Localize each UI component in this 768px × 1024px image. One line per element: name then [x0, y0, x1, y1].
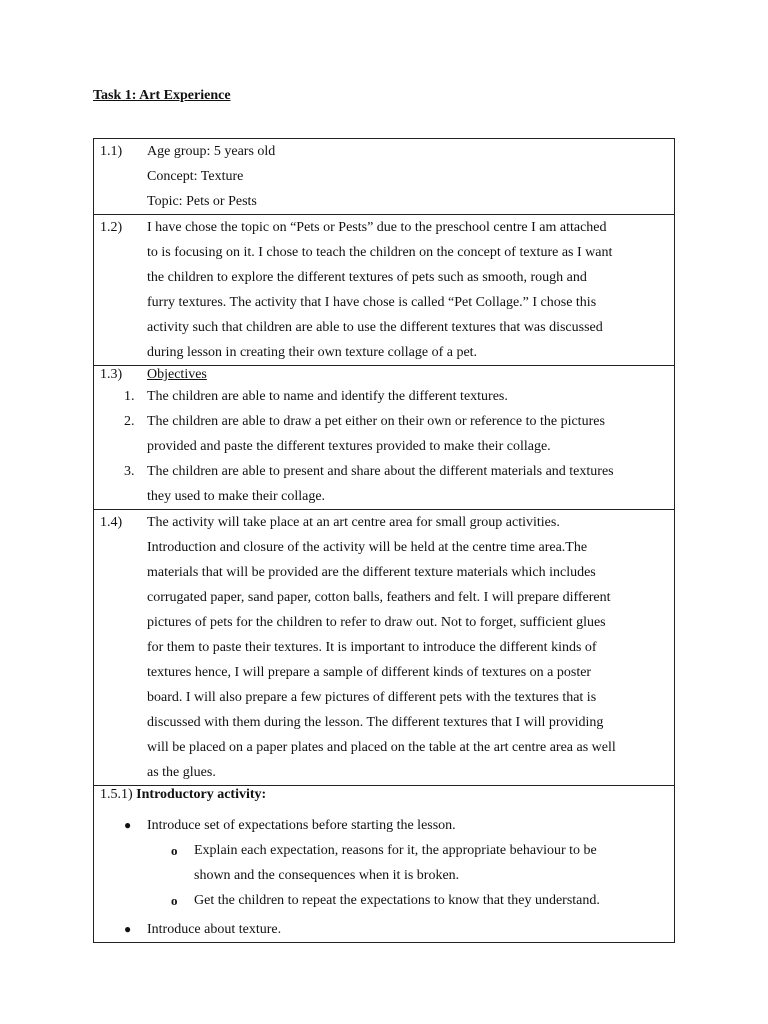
list-item: o Explain each expectation, reasons for it, the appropriate behaviour to be shown and the consequences when it is broken.: [94, 838, 674, 888]
paragraph-line: I have chose the topic on “Pets or Pests” due to the preschool centre I am attached: [147, 220, 607, 235]
list-item: 2. The children are able to draw a pet either on their own or reference to the pictures provided and paste the different textures provided to make their collage.: [124, 414, 605, 454]
paragraph-line: discussed with them during the lesson. The different textures that I will providing: [147, 715, 604, 730]
bullet-icon: ●: [124, 922, 132, 936]
introductory-activity-heading: Introductory activity:: [136, 787, 267, 802]
list-item: 1. The children are able to name and identify the different textures.: [124, 389, 508, 404]
paragraph-line: furry textures. The activity that I have chose is called “Pet Collage.” I chose this: [147, 295, 597, 310]
paragraph-line: to is focusing on it. I chose to teach the children on the concept of texture as I want: [147, 245, 613, 260]
paragraph-line: The activity will take place at an art centre area for small group activities.: [147, 515, 560, 530]
table-row: [94, 510, 675, 786]
list-item: ● Introduce about texture.: [94, 917, 674, 942]
table-row: [94, 786, 675, 943]
row-number: 1.1): [100, 144, 123, 159]
paragraph-line: as the glues.: [147, 765, 216, 780]
paragraph-line: activity such that children are able to use the different textures that was discussed: [147, 320, 603, 335]
paragraph-line: the children to explore the different textures of pets such as smooth, rough and: [147, 270, 587, 285]
sub-bullet-icon: o: [171, 893, 178, 908]
paragraph-line: board. I will also prepare a few pictures of different pets with the textures that is: [147, 690, 597, 705]
paragraph-line: corrugated paper, sand paper, cotton balls, feathers and felt. I will prepare different: [147, 590, 611, 605]
paragraph-line: materials that will be provided are the different texture materials which includes: [147, 565, 596, 580]
concept-line: Concept: Texture: [147, 169, 244, 184]
objectives-heading: Objectives: [147, 367, 207, 382]
paragraph-line: pictures of pets for the children to refer to draw out. Not to forget, sufficient glues: [147, 615, 606, 630]
paragraph-line: for them to paste their textures. It is important to introduce the different kinds of: [147, 640, 597, 655]
table-row: [94, 139, 675, 215]
list-item: o Get the children to repeat the expectations to know that they understand.: [94, 888, 674, 913]
table-row: [94, 215, 675, 366]
task-title: Task 1: Art Experience: [93, 88, 231, 103]
age-group-line: Age group: 5 years old: [147, 144, 276, 159]
paragraph-line: textures hence, I will prepare a sample of different kinds of textures on a poster: [147, 665, 592, 680]
row-number: 1.4): [100, 515, 123, 530]
paragraph-line: Introduction and closure of the activity will be held at the centre time area.The: [147, 540, 588, 555]
table-row: [94, 366, 675, 510]
row-number: 1.3): [100, 367, 123, 382]
lesson-plan-table: [93, 138, 675, 943]
list-item: ● Introduce set of expectations before starting the lesson.: [94, 813, 674, 838]
paragraph-line: during lesson in creating their own texture collage of a pet.: [147, 345, 478, 360]
topic-line: Topic: Pets or Pests: [147, 194, 257, 209]
list-item: 3. The children are able to present and share about the different materials and textures they used to make their collage.: [124, 464, 614, 504]
bullet-icon: ●: [124, 818, 132, 832]
row-number: 1.2): [100, 220, 123, 235]
sub-bullet-icon: o: [171, 843, 178, 858]
paragraph-line: will be placed on a paper plates and placed on the table at the art centre area as well: [147, 740, 616, 755]
objectives-list: [94, 384, 674, 509]
row-number: 1.5.1): [100, 787, 133, 802]
